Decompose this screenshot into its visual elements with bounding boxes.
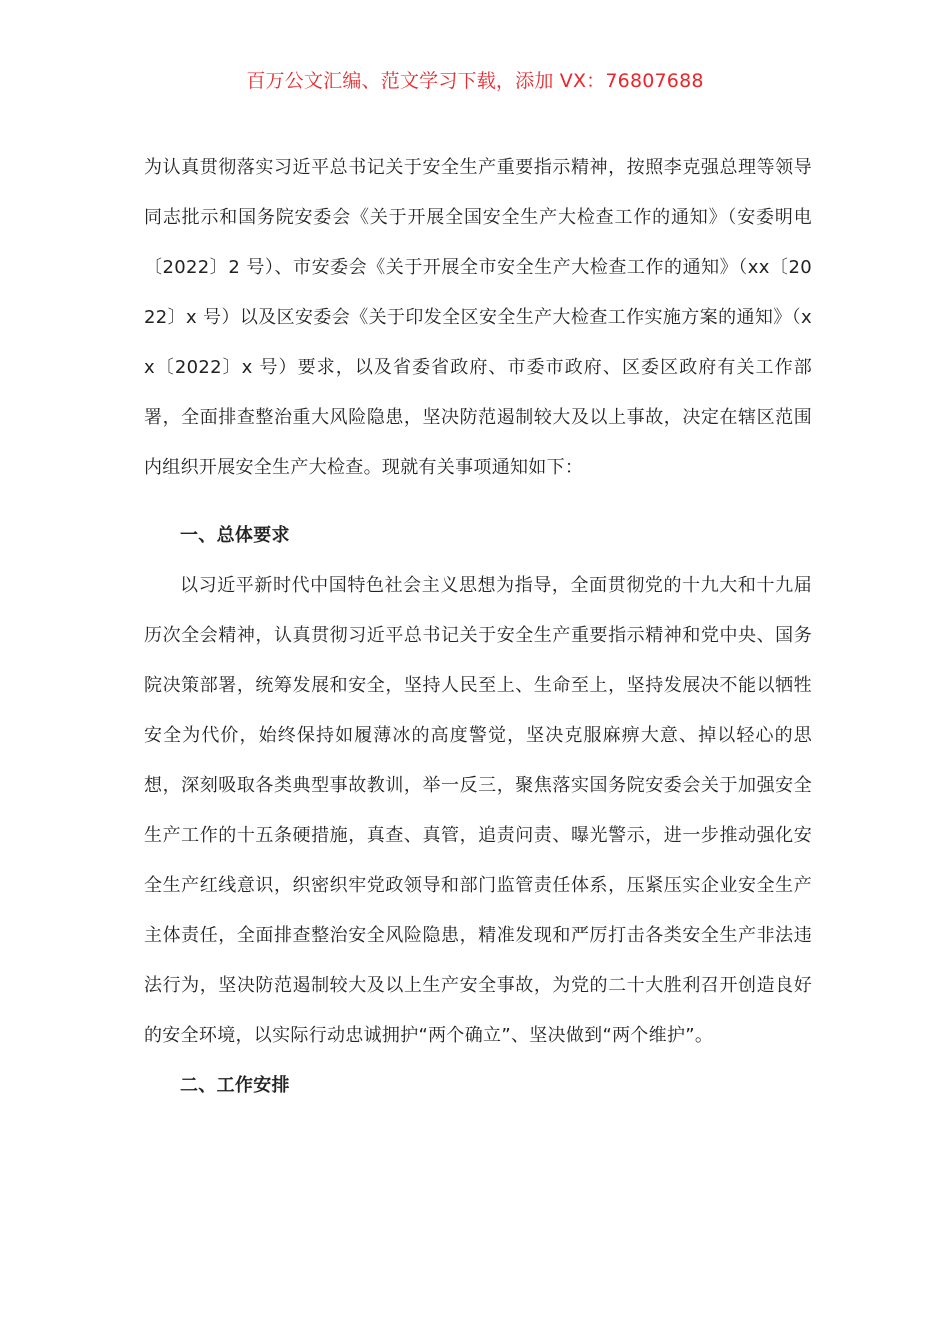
document-body	[144, 143, 812, 1111]
section-heading-1: 一、总体要求	[180, 525, 290, 546]
section-heading-2: 二、工作安排	[180, 1075, 290, 1096]
watermark-header: 百万公文汇编、范文学习下载，添加 VX：76807688	[246, 70, 704, 92]
spacer	[144, 493, 812, 511]
intro-paragraph: 为认真贯彻落实习近平总书记关于安全生产重要指示精神，按照李克强总理等领导同志批示和国务院安委会《关于开展全国安全生产大检查工作的通知》（安委明电〔2022〕2 号）、市安委会《关于开展全市安全生产大检查工作的通知》（xx〔2022〕x 号）以及区安委会《关于印发全区安全生产大检查工作实施方案的通知》（xx〔2022〕x 号）要求，以及省委省政府、市委市政府、区委区政府有关工作部署，全面排查整治重大风险隐患，坚决防范遏制较大及以上事故，决定在辖区范围内组织开展安全生产大检查。现就有关事项通知如下：	[144, 157, 812, 478]
section-1-paragraph: 以习近平新时代中国特色社会主义思想为指导，全面贯彻党的十九大和十九届历次全会精神，认真贯彻习近平总书记关于安全生产重要指示精神和党中央、国务院决策部署，统筹发展和安全，坚持人民至上、生命至上，坚持发展决不能以牺牲安全为代价，始终保持如履薄冰的高度警觉，坚决克服麻痹大意、掉以轻心的思想，深刻吸取各类典型事故教训，举一反三，聚焦落实国务院安委会关于加强安全生产工作的十五条硬措施，真查、真管，追责问责、曝光警示，进一步推动强化安全生产红线意识，织密织牢党政领导和部门监管责任体系，压紧压实企业安全生产主体责任，全面排查整治安全风险隐患，精准发现和严厉打击各类安全生产非法违法行为，坚决防范遏制较大及以上生产安全事故，为党的二十大胜利召开创造良好的安全环境，以实际行动忠诚拥护“两个确立”、坚决做到“两个维护”。	[144, 575, 812, 1046]
